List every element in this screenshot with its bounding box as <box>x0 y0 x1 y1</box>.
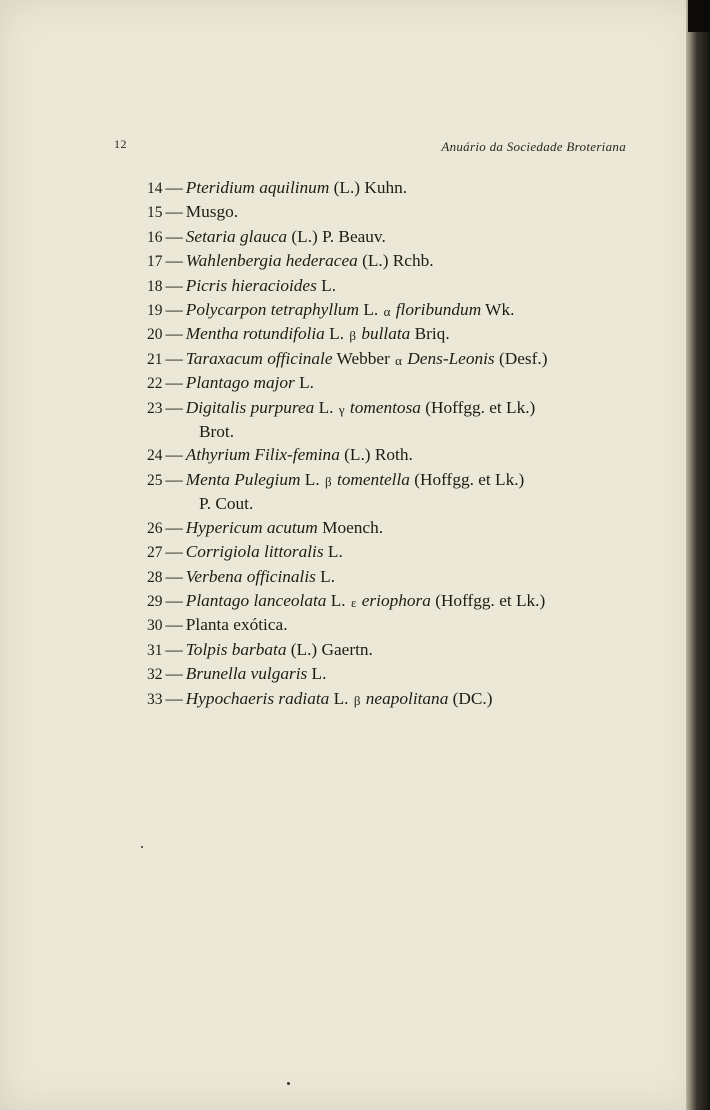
list-item: 33 — Hypochaeris radiata L. β neapolitana (DC.) <box>147 687 635 711</box>
entry-number: 14 <box>147 180 163 197</box>
entry-number: 19 <box>147 302 163 320</box>
entry-number: 27 <box>147 544 163 562</box>
entry-number: 15 <box>147 204 163 222</box>
list-item: 16 — Setaria glauca (L.) P. Beauv. <box>147 225 635 249</box>
paper-speck <box>287 1082 290 1085</box>
entry-number: 26 <box>147 519 163 537</box>
entry-number: 21 <box>147 350 163 368</box>
list-item: 20 — Mentha rotundifolia L. β bullata Briq. <box>147 322 635 346</box>
list-item: 27 — Corrigiola littoralis L. <box>147 540 635 564</box>
list-item-continuation: P. Cout. <box>199 494 254 514</box>
entry-number: 16 <box>147 228 163 246</box>
entry-number: 28 <box>147 568 163 586</box>
list-item: 26 — Hypericum acutum Moench. <box>147 516 635 540</box>
list-item: 25 — Menta Pulegium L. β tomentella (Hoffgg. et Lk.) <box>147 468 635 492</box>
entry-number: 33 <box>147 690 163 708</box>
list-item: 29 — Plantago lanceolata L. ε eriophora (Hoffgg. et Lk.) <box>147 589 635 613</box>
list-item: 15 — Musgo. <box>147 200 635 224</box>
list-item: 19 — Polycarpon tetraphyllum L. α floribundum Wk. <box>147 298 635 322</box>
page-edge-shadow <box>686 0 710 1110</box>
list-item-continuation: Brot. <box>199 422 235 442</box>
page-number: 12 <box>114 137 127 151</box>
entry-number: 32 <box>147 666 163 684</box>
entry-number: 20 <box>147 326 163 344</box>
list-item: 21 — Taraxacum officinale Webber α Dens-Leonis (Desf.) <box>147 347 635 371</box>
list-item: 30 — Planta exótica. <box>147 613 635 637</box>
entry-number: 25 <box>147 471 163 489</box>
list-item: 23 — Digitalis purpurea L. γ tomentosa (Hoffgg. et Lk.) <box>147 396 635 420</box>
entry-number: 23 <box>147 399 163 417</box>
list-item: 24 — Athyrium Filix-femina (L.) Roth. <box>147 443 635 467</box>
list-item: 28 — Verbena officinalis L. <box>147 565 635 589</box>
entry-number: 17 <box>147 253 163 271</box>
list-item: 17 — Wahlenbergia hederacea (L.) Rchb. <box>147 249 635 273</box>
entry-number: 18 <box>147 277 163 295</box>
entry-number: 22 <box>147 375 163 393</box>
list-item: 22 — Plantago major L. <box>147 371 635 395</box>
scan-corner-mark <box>688 0 710 32</box>
list-item: 32 — Brunella vulgaris L. <box>147 662 635 686</box>
entry-number: 30 <box>147 617 163 635</box>
list-item: 18 — Picris hieracioides L. <box>147 274 635 298</box>
entry-number: 31 <box>147 641 163 659</box>
list-item: 31 — Tolpis barbata (L.) Gaertn. <box>147 638 635 662</box>
entry-number: 24 <box>147 447 163 465</box>
list-item: 14 — Pteridium aquilinum (L.) Kuhn. <box>147 176 635 200</box>
paper-speck <box>141 846 143 848</box>
entry-number: 29 <box>147 592 163 610</box>
species-list <box>147 176 635 711</box>
running-head: Anuário da Sociedade Broteriana <box>441 139 626 154</box>
